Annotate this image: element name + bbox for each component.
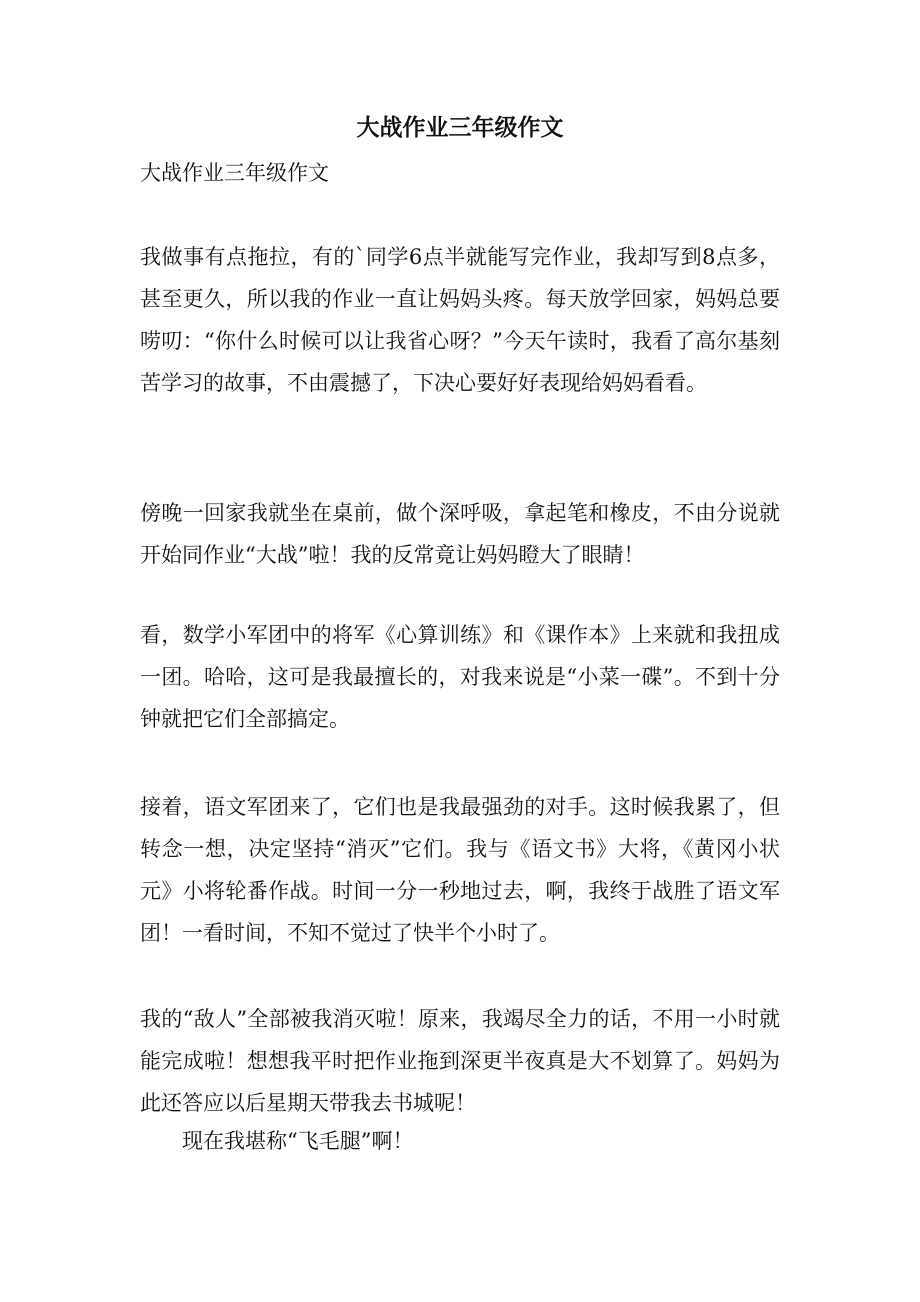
paragraph-4: 接着，语文军团来了，它们也是我最强劲的对手。这时候我累了，但转念一想，决定坚持“消灭”它们。我与《语文书》大将，《黄冈小状元》小将轮番作战。时间一分一秒地过去，啊，我终于战胜了语文军团！一看时间，不知不觉过了快半个小时了。 [140,795,780,945]
document-title: 大战作业三年级作文 [356,114,564,141]
paragraph-1: 我做事有点拖拉，有的`同学6点半就能写完作业，我却写到8点多，甚至更久，所以我的作业一直让妈妈头疼。每天放学回家，妈妈总要唠叨：“你什么时候可以让我省心呀？”今天午读时，我看了高尔基刻苦学习的故事，不由震撼了，下决心要好好表现给妈妈看看。 [140,245,780,395]
document-subtitle: 大战作业三年级作文 [140,161,329,185]
paragraph-5: 我的“敌人”全部被我消灭啦！原来，我竭尽全力的话，不用一小时就能完成啦！想想我平时把作业拖到深更半夜真是大不划算了。妈妈为此还答应以后星期天带我去书城呢！ [140,1007,780,1115]
paragraph-3: 看，数学小军团中的将军《心算训练》和《课作本》上来就和我扭成一团。哈哈，这可是我最擅长的，对我来说是“小菜一碟”。不到十分钟就把它们全部搞定。 [140,623,780,731]
paragraph-2: 傍晚一回家我就坐在桌前，做个深呼吸，拿起笔和橡皮，不由分说就开始同作业“大战”啦！我的反常竟让妈妈瞪大了眼睛！ [140,501,780,567]
paragraph-6: 现在我堪称“飞毛腿”啊！ [182,1129,414,1153]
